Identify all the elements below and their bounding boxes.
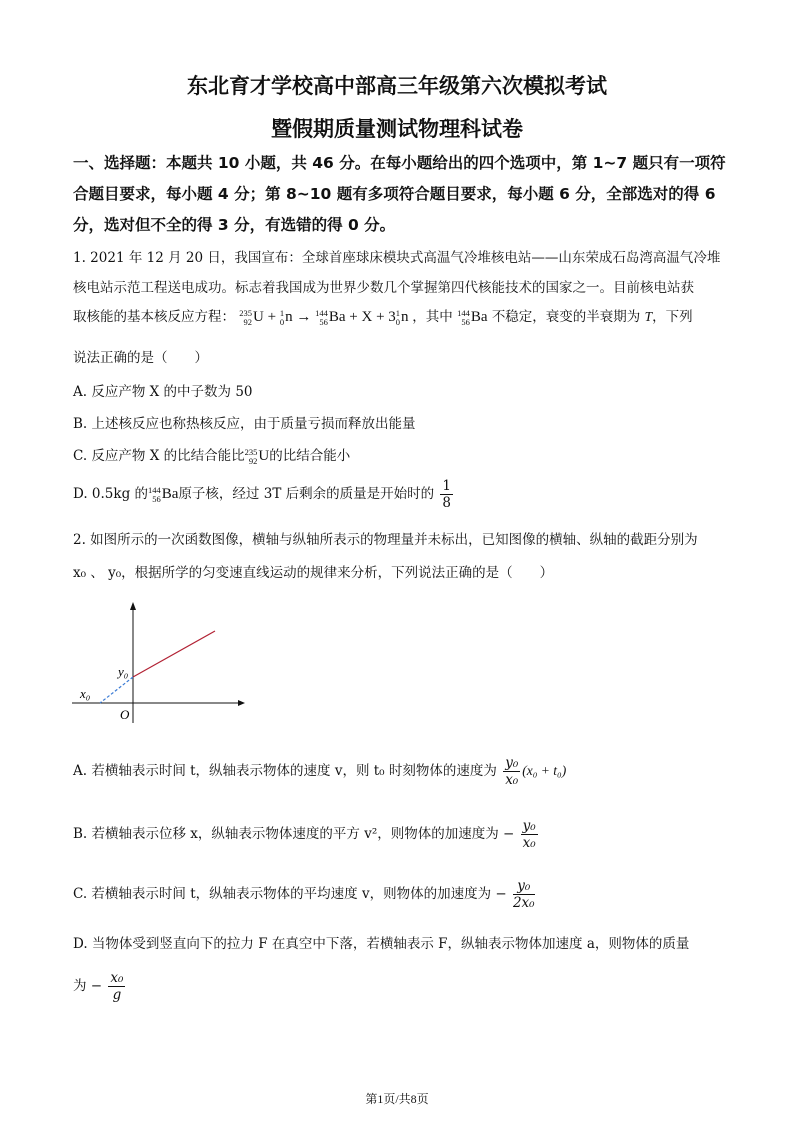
q2-option-b[interactable]: B. 若横轴表示位移 x，纵轴表示物体速度的平方 v²，则物体的加速度为 − $\frac{\text{y₀}}{\text{x₀}}$ (73, 818, 536, 851)
q1-option-d[interactable]: D. 0.5kg 的 144 56 Ba原子核，经过 3T 后剩余的质量是开始时的 $\frac{1}{8}$ (73, 478, 452, 511)
half-life-symbol: T (644, 309, 653, 324)
q1-option-b[interactable]: B. 上述核反应也称热核反应，由于质量亏损而释放出能量 (73, 416, 416, 432)
label-x0: x₀ (80, 686, 91, 701)
linear-function-graph (70, 598, 250, 728)
y-axis-arrow (130, 602, 136, 610)
q1-stem-prefix: 取核能的基本核反应方程： (73, 309, 235, 325)
q1-stem-line1: 1. 2021 年 12 月 20 日，我国宣布：全球首座球床模块式高温气冷堆核电站——山东荣成石岛湾高温气冷堆 (73, 250, 721, 266)
q2-option-c[interactable]: C. 若横轴表示时间 t，纵轴表示物体的平均速度 v，则物体的加速度为 − $\frac{\text{y₀}}{\text{2x₀}}$ (73, 878, 535, 911)
q1-stem-line3 (73, 305, 693, 327)
x-axis-arrow (238, 700, 245, 706)
graph-line (133, 631, 215, 677)
q2-option-d[interactable]: D. 当物体受到竖直向下的拉力 F 在真空中下落，若横轴表示 F，纵轴表示物体加速度 a，则物体的质量 (73, 936, 690, 952)
nuclear-equation: 235 92 U + 1 0 n → 144 56 Ba + X + 3 1 0 n (239, 307, 409, 327)
q2-option-a[interactable]: A. 若横轴表示时间 t，纵轴表示物体的速度 v，则 t₀ 时刻物体的速度为 $\frac{\text{y₀}}{\text{x₀}}$ (x₀ + t₀) (73, 755, 567, 788)
page-number: 第1页/共8页 (365, 1092, 429, 1106)
q1-stem-line2: 核电站示范工程送电成功。标志着我国成为世界少数几个掌握第四代核能技术的国家之一。目前核电站获 (73, 280, 694, 296)
barium-symbol: 144 56 Ba (457, 307, 488, 327)
exam-title: 东北育才学校高中部高三年级第六次模拟考试 (187, 74, 607, 98)
q1-stem-end: ，下列 (652, 309, 693, 325)
section-heading: 一、选择题：本题共 10 小题，共 46 分。在每小题给出的四个选项中，第 1~7 题只有一项符合题目要求，每小题 4 分；第 8~10 题有多项符合题目要求，每小题 6 分，全部选对的得 6 分，选对但不全的得 3 分，有选错的得 0 分。 (73, 154, 726, 234)
q1-stem-mid: ，其中 (412, 309, 453, 325)
q1-stem-suffix: 不稳定，衰变的半衰期为 (491, 309, 641, 325)
q2-stem-line1: 2. 如图所示的一次函数图像，横轴与纵轴所表示的物理量并未标出，已知图像的横轴、纵轴的截距分别为 (73, 532, 698, 548)
extrapolation-dashed-line (100, 677, 133, 703)
q2-stem-line2: x₀ 、 y₀，根据所学的匀变速直线运动的规律来分析，下列说法正确的是（ ） (73, 565, 554, 581)
q2-option-d-cont: 为 − $\frac{\text{x₀}}{g}$ (73, 970, 124, 1003)
q1-option-c[interactable]: C. 反应产物 X 的比结合能比 235 92 U的比结合能小 (73, 446, 351, 466)
label-y0: y₀ (118, 664, 129, 679)
label-origin: O (120, 707, 130, 722)
q1-option-a[interactable]: A. 反应产物 X 的中子数为 50 (73, 384, 253, 400)
q1-stem-line4: 说法正确的是（ ） (73, 350, 208, 366)
exam-subtitle: 暨假期质量测试物理科试卷 (271, 117, 523, 141)
